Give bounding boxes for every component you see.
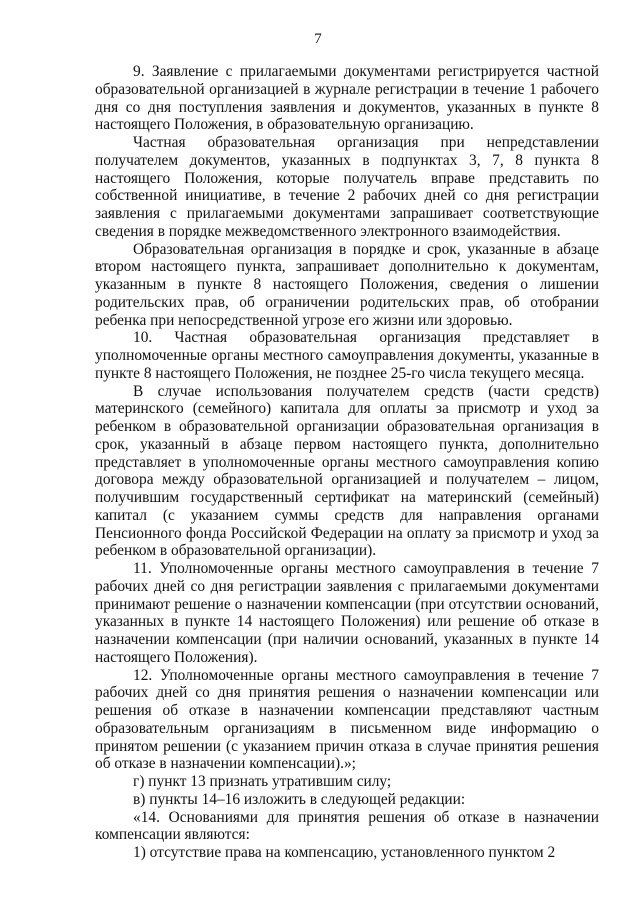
item-v: в) пункты 14–16 изложить в следующей редакции: bbox=[133, 790, 466, 808]
paragraph-9-additional-requests: Образовательная организация в порядке и срок, указанные в абзаце втором настоящего пункта, запрашивает дополнительно к документам, указанным в пункте 8 настоящего Положения, сведения о лишении родительских прав, об ограничении родительских прав, об отобрании ребенка при непосредственной угрозе его жизни или здоровью. bbox=[95, 240, 599, 329]
paragraph-14: «14. Основаниями для принятия решения об отказе в назначении компенсации являются: bbox=[95, 808, 599, 844]
paragraph-10-maternity-capital: В случае использования получателем средств (части средств) материнского (семейного) капитала для оплаты за присмотр и уход за ребенком в образовательной организации образовательная организация в срок, указанный в абзаце первом настоящего пункта, дополнительно представляет в уполномоченные органы местного самоуправления копию договора между образовательной организацией и получателем – лицом, получившим государственный сертификат на материнский (семейный) капитал (с указанием суммы средств для направления органами Пенсионного фонда Российской Федерации на оплату за присмотр и уход за ребенком в образовательной организации). bbox=[95, 382, 599, 560]
document-body bbox=[95, 63, 599, 862]
paragraph-9: 9. Заявление с прилагаемыми документами регистрируется частной образовательной организацией в журнале регистрации в течение 1 рабочего дня со дня поступления заявления и документов, указанных в пункте 8 настоящего Положения, в образовательную организацию. bbox=[95, 63, 599, 134]
paragraph-12: 12. Уполномоченные органы местного самоуправления в течение 7 рабочих дней со дня принятия решения о назначении компенсации или решения об отказе в назначении компенсации представляют частным образовательным организациям в письменном виде информацию о принятом решении (с указанием причин отказа в случае принятия решения об отказе в назначении компенсации).»; bbox=[95, 666, 599, 773]
paragraph-9-requests: Частная образовательная организация при непредставлении получателем документов, указанных в подпунктах 3, 7, 8 пункта 8 настоящего Положения, которые получатель вправе представить по собственной инициативе, в течение 2 рабочих дней со дня регистрации заявления с прилагаемыми документами запрашивает соответствующие сведения в порядке межведомственного электронного взаимодействия. bbox=[95, 134, 599, 240]
paragraph-14-item-1: 1) отсутствие права на компенсацию, установленного пунктом 2 bbox=[133, 844, 556, 861]
paragraph-11: 11. Уполномоченные органы местного самоуправления в течение 7 рабочих дней со дня регистрации заявления с прилагаемыми документами принимают решение о назначении компенсации (при отсутствии оснований, указанных в пункте 14 настоящего Положения) или решение об отказе в назначении компенсации (при наличии оснований, указанных в пункте 14 настоящего Положения). bbox=[95, 560, 599, 666]
page-number: 7 bbox=[314, 31, 322, 47]
item-g: г) пункт 13 признать утратившим силу; bbox=[133, 773, 392, 790]
paragraph-10: 10. Частная образовательная организация представляет в уполномоченные органы местного самоуправления документы, указанные в пункте 8 настоящего Положения, не позднее 25-го числа текущего месяца. bbox=[95, 329, 599, 382]
